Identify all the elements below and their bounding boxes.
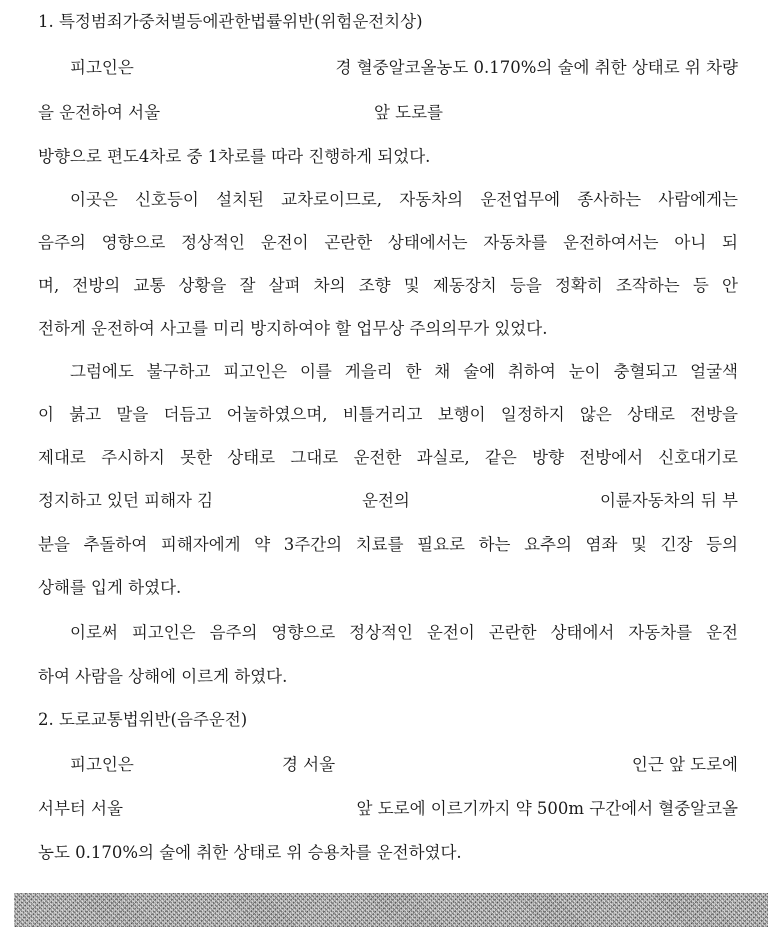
text-segment: 정지하고 있던 피해자 김 (38, 491, 214, 510)
text-segment: 경 혈중알코올농도 0.170%의 술에 취한 상태로 위 차량 (335, 58, 738, 77)
paragraph-line: 전하게 운전하여 사고를 미리 방지하여야 할 업무상 주의의무가 있었다. (38, 319, 548, 338)
paragraph-line (70, 752, 738, 778)
section-1-heading: 1. 특정범죄가중처벌등에관한법률위반(위험운전치상) (38, 12, 423, 31)
scan-noise-strip (14, 893, 768, 927)
paragraph-line: 방향으로 편도4차로 중 1차로를 따라 진행하게 되었다. (38, 147, 431, 166)
text-segment: 앞 도로에 이르기까지 약 500m 구간에서 혈중알코올 (356, 799, 738, 818)
text-segment: 인근 앞 도로에 (631, 755, 738, 774)
paragraph-line (38, 100, 738, 126)
paragraph-line: 하여 사람을 상해에 이르게 하였다. (38, 667, 288, 686)
paragraph-line: 며, 전방의 교통 상황을 잘 살펴 차의 조향 및 제동장치 등을 정확히 조작하는 등 안 (38, 276, 738, 295)
section-2-heading: 2. 도로교통법위반(음주운전) (38, 710, 248, 729)
paragraph-line: 농도 0.170%의 술에 취한 상태로 위 승용차를 운전하였다. (38, 843, 462, 862)
paragraph-line (38, 488, 738, 514)
text-segment: 서부터 서울 (38, 799, 123, 818)
paragraph-line: 이 붉고 말을 더듬고 어눌하였으며, 비틀거리고 보행이 일정하지 않은 상태로 전방을 (38, 405, 738, 424)
paragraph-line: 상해를 입게 하였다. (38, 578, 182, 597)
paragraph-line (38, 796, 738, 822)
paragraph-line: 이로써 피고인은 음주의 영향으로 정상적인 운전이 곤란한 상태에서 자동차를 운전 (70, 623, 738, 642)
paragraph-line: 제대로 주시하지 못한 상태로 그대로 운전한 과실로, 같은 방향 전방에서 신호대기로 (38, 448, 738, 467)
paragraph-line: 그럼에도 불구하고 피고인은 이를 게을리 한 채 술에 취하여 눈이 충혈되고 얼굴색 (70, 362, 738, 381)
text-segment: 앞 도로를 (374, 103, 444, 122)
text-segment: 을 운전하여 서울 (38, 103, 161, 122)
text-segment: 경 서울 (282, 755, 336, 774)
text-segment: 피고인은 (70, 58, 134, 77)
paragraph-line: 이곳은 신호등이 설치된 교차로이므로, 자동차의 운전업무에 종사하는 사람에게는 (70, 190, 738, 209)
paragraph-line: 분을 추돌하여 피해자에게 약 3주간의 치료를 필요로 하는 요추의 염좌 및 긴장 등의 (38, 535, 738, 554)
text-segment: 이륜자동차의 뒤 부 (599, 491, 738, 510)
paragraph-line: 음주의 영향으로 정상적인 운전이 곤란한 상태에서는 자동차를 운전하여서는 아니 되 (38, 233, 738, 252)
text-segment: 피고인은 (70, 755, 134, 774)
text-segment: 운전의 (362, 491, 410, 510)
paragraph-line (70, 55, 738, 81)
